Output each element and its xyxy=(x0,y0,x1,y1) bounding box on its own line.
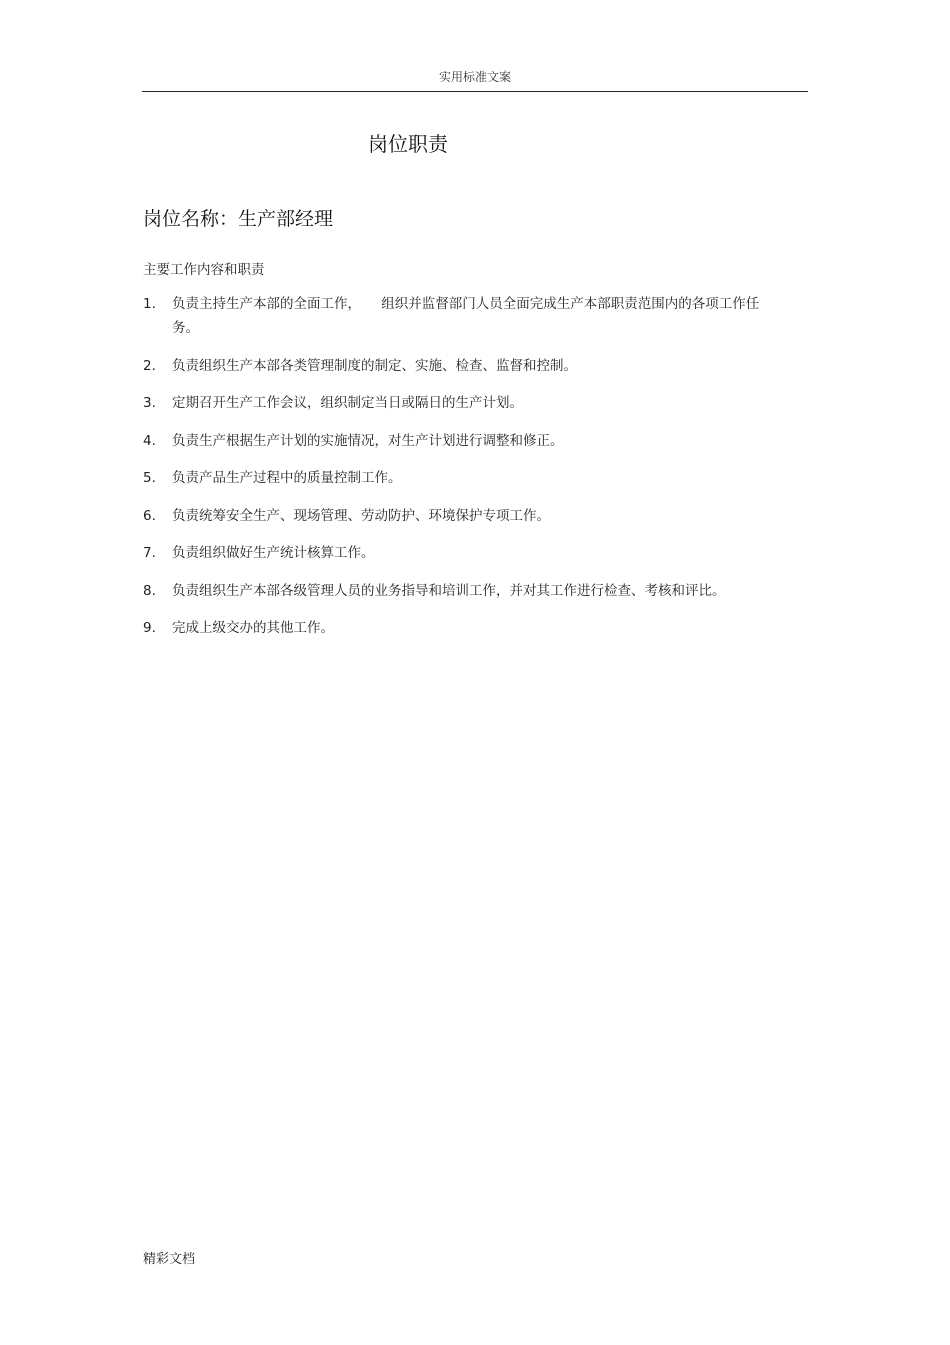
list-item-number: 8. xyxy=(143,582,156,599)
list-item-number: 4. xyxy=(143,432,156,449)
list-item xyxy=(143,429,783,453)
list-item-text: 完成上级交办的其他工作。 xyxy=(172,620,334,636)
list-item-text: 负责统筹安全生产、现场管理、劳动防护、环境保护专项工作。 xyxy=(172,507,550,524)
list-item xyxy=(143,504,783,528)
page-footer: 精彩文档 xyxy=(143,1252,196,1267)
list-item-number: 7. xyxy=(143,545,156,561)
list-item-number: 9. xyxy=(143,620,156,636)
list-item-number: 2. xyxy=(143,357,156,374)
list-item-number: 6. xyxy=(143,507,156,524)
list-item xyxy=(143,391,783,415)
duties-list xyxy=(143,292,783,654)
list-item xyxy=(143,616,783,640)
list-item xyxy=(143,541,783,565)
duties-section-heading: 主要工作内容和职责 xyxy=(143,262,265,278)
list-item-text: 负责组织做好生产统计核算工作。 xyxy=(172,545,375,561)
list-item-number: 3. xyxy=(143,395,156,411)
list-item-text: 负责生产根据生产计划的实施情况，对生产计划进行调整和修正。 xyxy=(172,432,564,449)
list-item-number: 5. xyxy=(143,470,156,486)
list-item-text: 负责主持生产本部的全面工作， 组织并监督部门人员全面完成生产本部职责范围内的各项工作任务。 xyxy=(172,296,760,336)
document-title: 岗位职责 xyxy=(368,132,448,156)
list-item xyxy=(143,579,783,603)
list-item xyxy=(143,354,783,378)
list-item-number: 1. xyxy=(143,296,156,312)
page-header: 实用标准文案 xyxy=(438,70,511,84)
list-item-text: 负责组织生产本部各级管理人员的业务指导和培训工作，并对其工作进行检查、考核和评比。 xyxy=(172,582,726,599)
list-item xyxy=(143,466,783,490)
header-divider xyxy=(142,91,808,92)
position-name-heading: 岗位名称：生产部经理 xyxy=(143,208,334,230)
list-item-text: 负责产品生产过程中的质量控制工作。 xyxy=(172,470,402,486)
list-item-text: 负责组织生产本部各类管理制度的制定、实施、检查、监督和控制。 xyxy=(172,357,577,374)
list-item-text: 定期召开生产工作会议，组织制定当日或隔日的生产计划。 xyxy=(172,395,523,411)
list-item xyxy=(143,292,783,340)
